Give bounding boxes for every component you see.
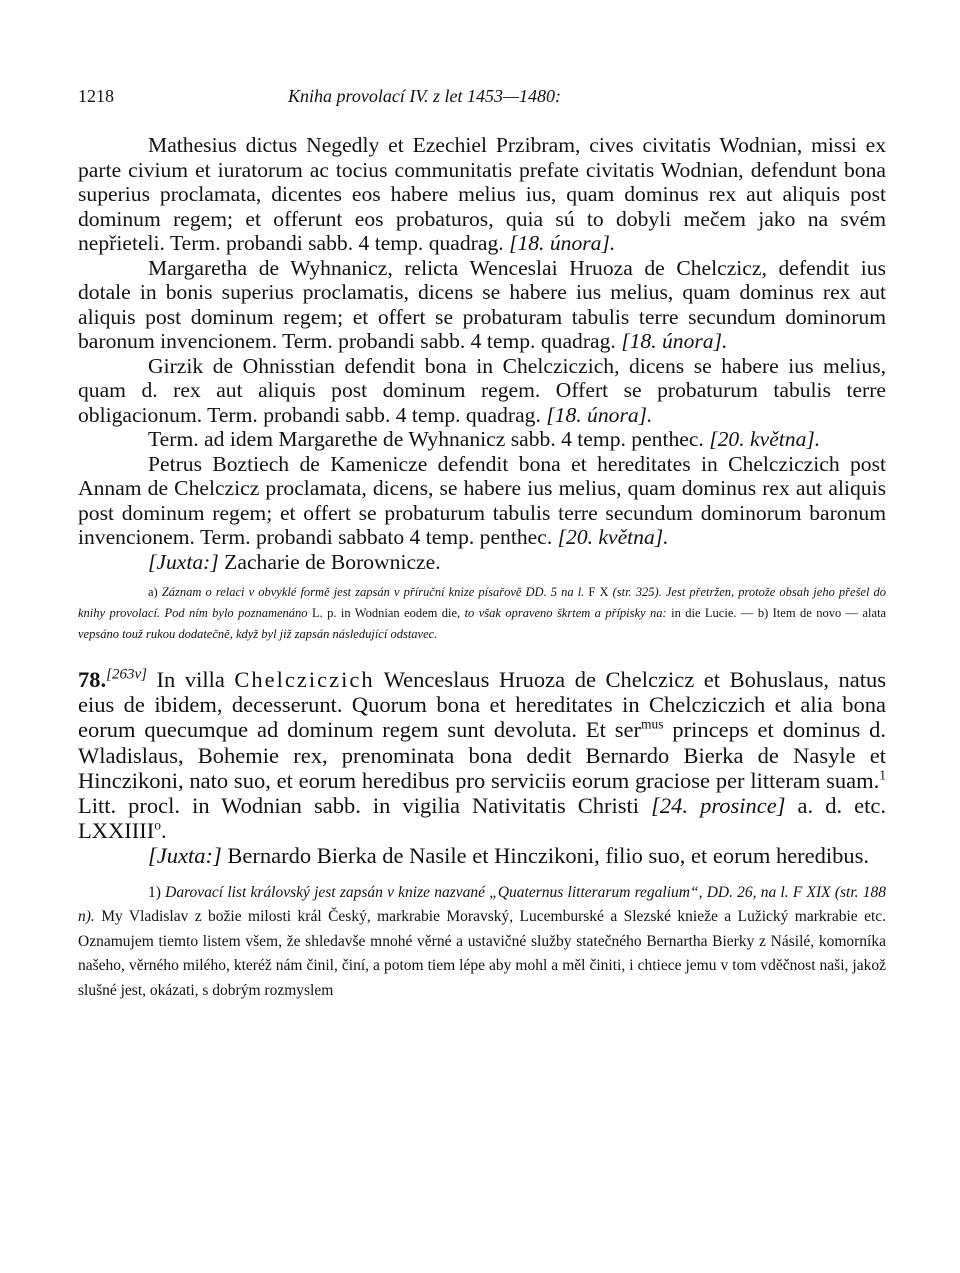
page-body xyxy=(78,133,886,1003)
juxta-text: Bernardo Bierka de Nasile et Hinczikoni, filio suo, et eorum heredibus. xyxy=(227,843,870,869)
running-title: Kniha provolací IV. z let 1453—1480: xyxy=(288,86,561,106)
juxta-note xyxy=(78,550,886,575)
juxta-label: [Juxta:] xyxy=(148,843,222,869)
entry-date: [18. února]. xyxy=(509,231,616,255)
entry-date: [20. května]. xyxy=(557,525,669,549)
entry-date: [18. února]. xyxy=(621,329,728,353)
entry-paragraph: Petrus Boztiech de Kamenicze defendit bona et hereditates in Chelcziczich post Annam de Chelczicz proclamata, dicens, se habere ius melius, quam dominus rex aut aliquis post dominum regem; et offert se probaturum tabulis terre secundum dominorum baronum invencionem. Term. probandi sabbato 4 temp. penthec. [20. května]. xyxy=(78,451,886,549)
document-page xyxy=(78,0,886,1273)
juxta-text: Zacharie de Borownicze. xyxy=(224,549,441,574)
footnote-reference: 1 xyxy=(879,767,886,783)
place-name: Chelcziczich xyxy=(234,667,375,692)
entry-date: [18. února]. xyxy=(546,402,653,427)
running-header xyxy=(78,86,886,116)
page-number: 1218 xyxy=(78,86,114,106)
footnote-marker: b) xyxy=(757,606,769,620)
entry-paragraph: Mathesius dictus Negedly et Ezechiel Przibram, cives civitatis Wodnian, missi ex parte civium et iuratorum ac tocius communitatis prefate civitatis Wodnian, defendunt bona superius proclamata, dicentes eos habere melius ius, quam dominus rex aut aliquis post dominum regem; et offerunt eos probaturos, quia sú to dobyli mečem jako na svém nepřieteli. Term. probandi sabb. 4 temp. quadrag. [18. února]. xyxy=(78,133,886,255)
footnote-marker: 1) xyxy=(148,883,161,901)
section-number: 78. xyxy=(78,667,107,692)
footnote-1: 1) Darovací list královský jest zapsán v knize nazvané „Quaternus litterarum regalium“, DD. 26, na l. F XIX (str. 188 n). My Vladislav z božie milosti král Český, markrabie Moravský, Lucemburské a Slezské knieže a Lužický markrabie etc. Oznamujem tiemto listem všem, že shledavše mnohé věrné a ustavičné služby statečného Bernartha Bierky z Násilé, komorníka našeho, věrného milého, kteréž nám činil, činí, a potom tiem lépe aby mohl a měl činiti, i chtiece jemu v tom vděčnost naši, jakož slušné jest, okázati, s dobrým rozmyslem xyxy=(78,883,887,999)
section-paragraph: 78.[263v] In villa Chelcziczich Wenceslaus Hruoza de Chelczicz et Bohuslaus, natus eius de ibidem, decesserunt. Quorum bona et hereditates in Chelcziczich et alia bona eorum quecumque ad dominum regem sunt devoluta. Et ser$^{mus}$ princeps et dominus d. Wladislaus, Bohemie rex, prenominata bona dedit Bernardo Bierka de Nasyle et Hinczikoni, nato suo, et eorum heredibus pro serviciis eorum graciose per litteram suam.$^1$ Litt. procl. in Wodnian sabb. in vigilia Nativitatis Christi [24. prosince] a. d. etc. LXXIIII$^o$. xyxy=(78,666,887,844)
entry-date: [20. května]. xyxy=(709,427,821,451)
entry-date: [24. prosince] xyxy=(651,793,786,819)
footnote-marker: a) xyxy=(148,585,158,599)
entry-paragraph: Margaretha de Wyhnanicz, relicta Wenceslai Hruoza de Chelczicz, defendit ius dotale in bonis superius proclamatis, dicens se habere ius melius, quam dominus rex aut aliquis post dominum regem; et offert se probaturam tabulis terre secundum dominorum baronum invencionem. Term. probandi sabb. 4 temp. quadrag. [18. února]. xyxy=(78,255,886,353)
entries-block xyxy=(78,133,886,574)
footnote-a: a) Záznam o relaci v obvyklé formě jest zapsán v příruční knize písařově DD. 5 na l. F X (str. 325). Jest přetržen, protože obsah jeho přešel do knihy provolací. Pod ním bylo poznamenáno L. p. in Wodnian eodem die, to však opraveno škrtem a přípisky na: in die Lucie. — b) Item de novo — alata vepsáno touž rukou dodatečně, když byl již zapsán následující odstavec. xyxy=(78,585,887,641)
juxta-label: [Juxta:] xyxy=(148,549,219,574)
entry-paragraph: Term. ad idem Margarethe de Wyhnanicz sabb. 4 temp. penthec. [20. května]. xyxy=(148,427,821,451)
entry-paragraph: Girzik de Ohnisstian defendit bona in Chelcziczich, dicens se habere ius melius, quam d. rex aut aliquis post dominum regem. Offert se probaturum tabulis terre obligacionum. Term. probandi sabb. 4 temp. quadrag. [18. února]. xyxy=(78,353,886,427)
section-78 xyxy=(78,667,886,869)
juxta-note xyxy=(78,843,886,868)
folio-reference: [263v] xyxy=(106,666,147,683)
